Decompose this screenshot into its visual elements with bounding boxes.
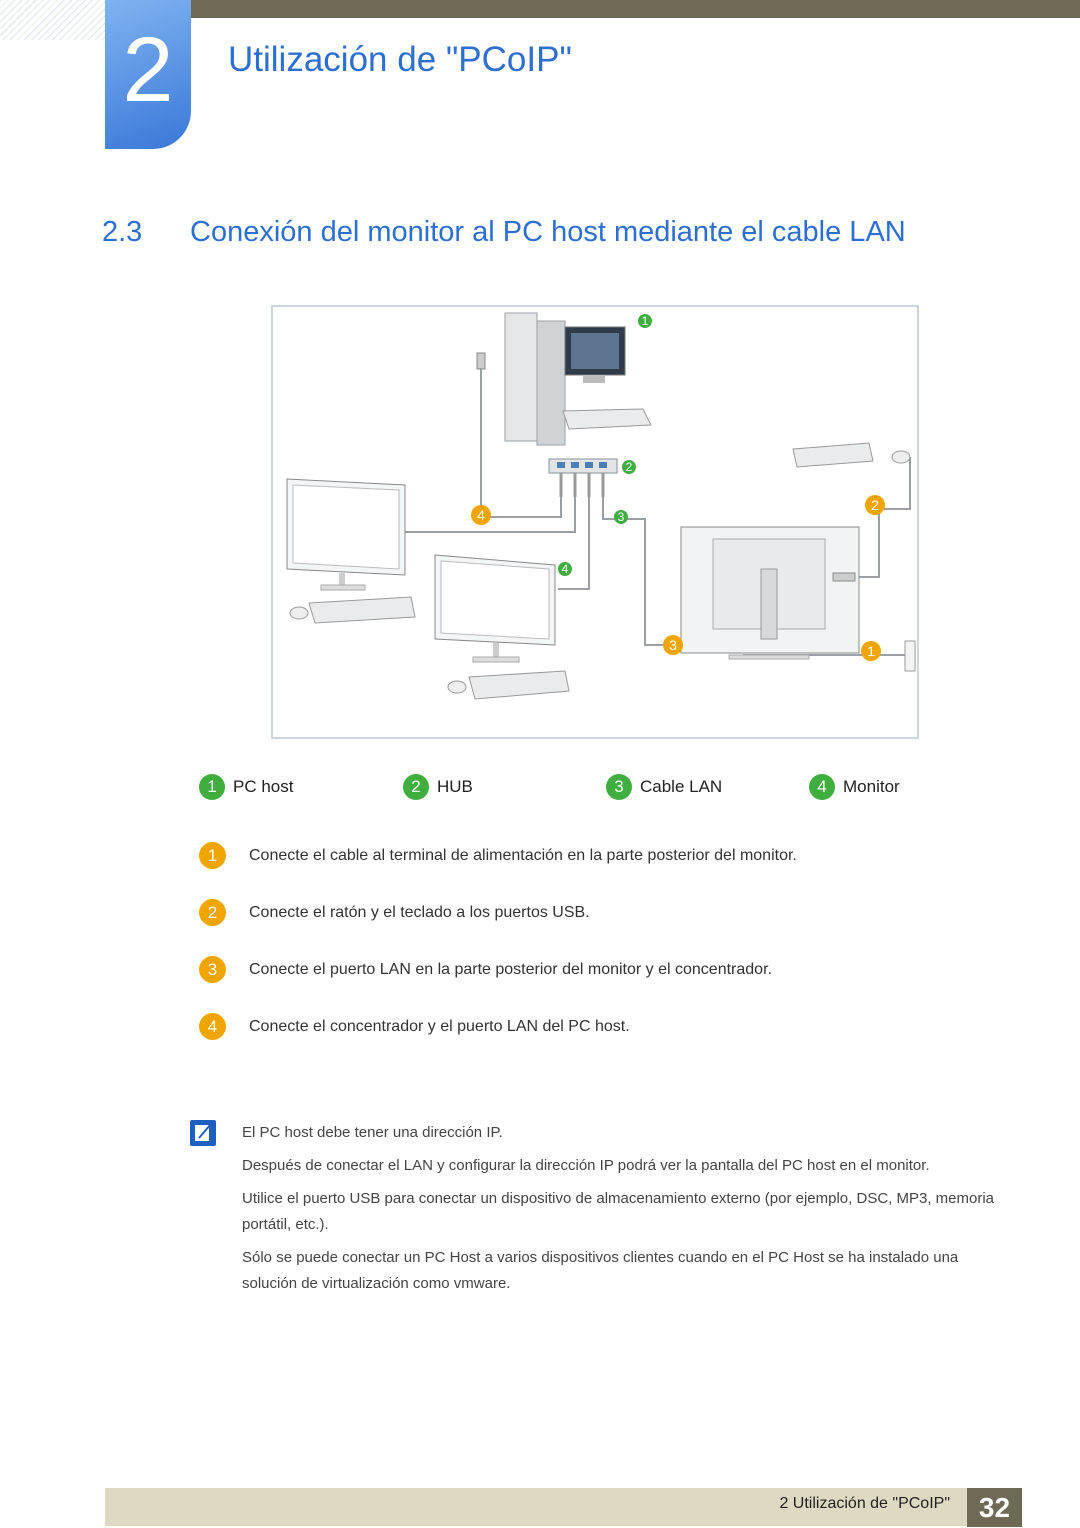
note-text: Sólo se puede conectar un PC Host a varios dispositivos clientes cuando en el PC Host se ha instalado una solución de virtualización como vmware. <box>242 1249 959 1292</box>
svg-text:2: 2 <box>625 460 633 474</box>
legend-number: 4 <box>809 774 835 800</box>
svg-text:4: 4 <box>561 562 569 576</box>
step-number: 2 <box>199 899 226 926</box>
chapter-number-box <box>105 0 191 149</box>
step-item <box>199 899 590 926</box>
legend-item-cable-lan <box>606 774 722 800</box>
legend-number: 3 <box>606 774 632 800</box>
footer-chapter-label: 2 Utilización de "PCoIP" <box>779 1495 950 1512</box>
monitor-rear-illustration <box>681 527 859 659</box>
legend <box>0 774 1080 804</box>
legend-label: PC host <box>233 777 294 796</box>
note-text: Después de conectar el LAN y configurar la dirección IP podrá ver la pantalla del PC host en el monitor. <box>242 1157 930 1174</box>
step-text: Conecte el puerto LAN en la parte posterior del monitor y el concentrador. <box>249 960 772 978</box>
legend-item-pc-host <box>199 774 293 800</box>
pc-host-illustration <box>505 313 651 445</box>
step-text: Conecte el concentrador y el puerto LAN del PC host. <box>249 1017 630 1035</box>
svg-text:3: 3 <box>669 637 677 653</box>
step-item <box>199 956 772 983</box>
note-text: Utilice el puerto USB para conectar un dispositivo de almacenamiento externo (por ejemplo, DSC, MP3, memoria portátil, etc.). <box>242 1190 995 1233</box>
hub-illustration <box>549 459 617 497</box>
step-number: 1 <box>199 842 226 869</box>
svg-text:1: 1 <box>641 314 649 328</box>
connection-diagram <box>271 305 919 739</box>
page-number: 32 <box>967 1488 1022 1527</box>
chapter-title: Utilización de "PCoIP" <box>228 40 572 79</box>
svg-text:4: 4 <box>477 507 485 523</box>
chapter-number: 2 <box>122 19 174 121</box>
connection-diagram-illustration <box>273 307 917 737</box>
svg-text:3: 3 <box>617 510 625 524</box>
step-number: 4 <box>199 1013 226 1040</box>
lan-plug-illustration <box>477 353 485 369</box>
step-number: 3 <box>199 956 226 983</box>
svg-text:2: 2 <box>871 497 879 513</box>
section-number: 2.3 <box>102 216 143 248</box>
legend-number: 1 <box>199 774 225 800</box>
step-text: Conecte el ratón y el teclado a los puertos USB. <box>249 903 590 921</box>
header-hatch-decoration <box>0 0 105 40</box>
legend-number: 2 <box>403 774 429 800</box>
client-monitor-left-illustration <box>287 479 415 623</box>
step-text: Conecte el cable al terminal de alimentación en la parte posterior del monitor. <box>249 846 797 864</box>
power-outlet-illustration <box>905 641 915 671</box>
keyboard-mouse-right-illustration <box>793 443 910 467</box>
note-text: El PC host debe tener una dirección IP. <box>242 1124 503 1141</box>
step-item <box>199 842 797 869</box>
section-heading <box>102 216 906 249</box>
note-icon <box>190 1120 216 1146</box>
legend-label: HUB <box>437 777 473 796</box>
legend-item-monitor <box>809 774 900 800</box>
svg-text:1: 1 <box>867 643 875 659</box>
section-title: Conexión del monitor al PC host mediante el cable LAN <box>190 216 906 248</box>
legend-label: Monitor <box>843 777 900 796</box>
header-bar <box>190 0 1080 18</box>
legend-item-hub <box>403 774 473 800</box>
notes-section <box>242 1120 1012 1304</box>
client-monitor-middle-illustration <box>435 555 569 699</box>
step-item <box>199 1013 630 1040</box>
legend-label: Cable LAN <box>640 777 723 796</box>
